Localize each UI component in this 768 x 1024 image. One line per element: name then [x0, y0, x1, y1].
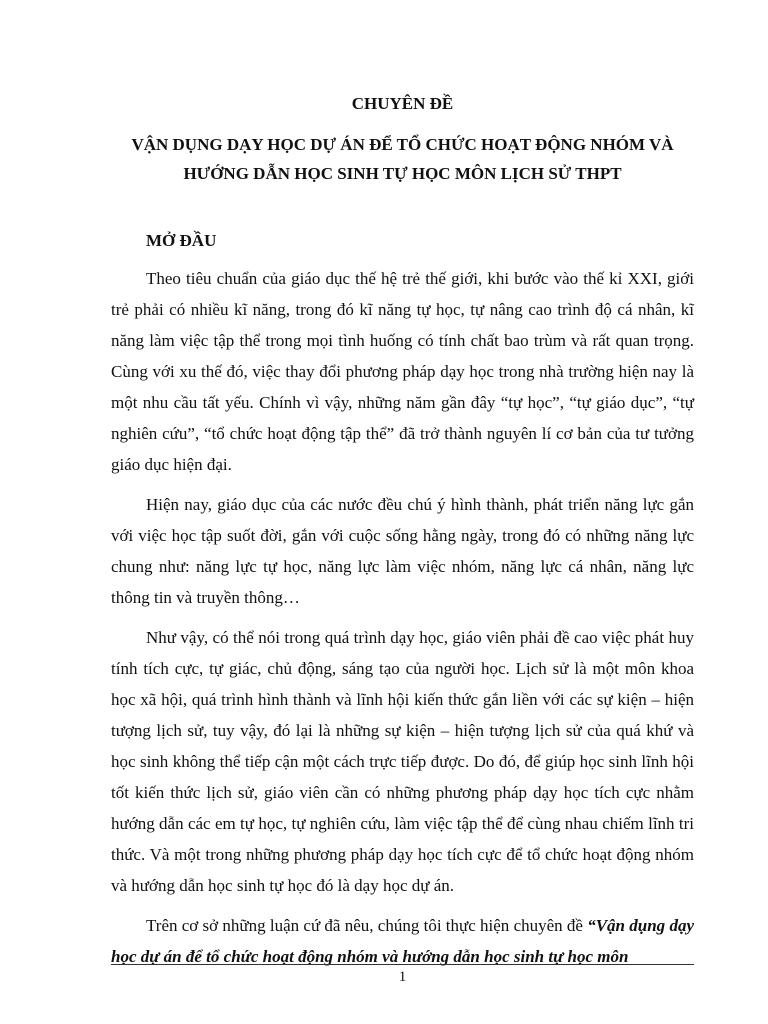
paragraph: Theo tiêu chuẩn của giáo dục thế hệ trẻ thế giới, khi bước vào thế kỉ XXI, giới trẻ phải có nhiều kĩ năng, trong đó kĩ năng tự học, tự nâng cao trình độ cá nhân, kĩ năng làm việc tập thể trong mọi tình huống có tính chất bao trùm và rất quan trọng. Cùng với xu thế đó, việc thay đổi phương pháp dạy học trong nhà trường hiện nay là một nhu cầu tất yếu. Chính vì vậy, những năm gần đây “tự học”, “tự giáo dục”, “tự nghiên cứu”, “tổ chức hoạt động tập thể” đã trở thành nguyên lí cơ bản của tư tưởng giáo dục hiện đại. — [111, 269, 694, 474]
paragraph-last — [111, 910, 694, 972]
paragraph-lead-text: Trên cơ sở những luận cứ đã nêu, chúng tôi thực hiện chuyên đề — [146, 916, 588, 935]
page-number: 1 — [398, 969, 407, 985]
section-heading: MỞ ĐẦU — [146, 231, 217, 250]
document-title-line-1: VẬN DỤNG DẠY HỌC DỰ ÁN ĐỂ TỔ CHỨC HOẠT ĐỘNG NHÓM VÀ — [131, 135, 674, 154]
document-title-line-2: HƯỚNG DẪN HỌC SINH TỰ HỌC MÔN LỊCH SỬ THPT — [183, 164, 622, 183]
body-text — [111, 263, 694, 981]
document-heading: CHUYÊN ĐỀ — [351, 94, 454, 113]
topic-title-emphasis: “Vận dụng dạy học dự án để tổ chức hoạt động nhóm và hướng dẫn học sinh tự học môn — [111, 916, 694, 966]
paragraph: Hiện nay, giáo dục của các nước đều chú ý hình thành, phát triển năng lực gắn với việc học tập suốt đời, gắn với cuộc sống hằng ngày, trong đó có những năng lực chung như: năng lực tự học, năng lực làm việc nhóm, năng lực cá nhân, năng lực thông tin và truyền thông… — [111, 495, 694, 607]
paragraph: Như vậy, có thể nói trong quá trình dạy học, giáo viên phải đề cao việc phát huy tính tích cực, tự giác, chủ động, sáng tạo của người học. Lịch sử là một môn khoa học xã hội, quá trình hình thành và lĩnh hội kiến thức gắn liền với các sự kiện – hiện tượng lịch sử, tuy vậy, đó lại là những sự kiện – hiện tượng lịch sử của quá khứ và học sinh không thể tiếp cận một cách trực tiếp được. Do đó, để giúp học sinh lĩnh hội tốt kiến thức lịch sử, giáo viên cần có những phương pháp dạy học tích cực nhằm hướng dẫn các em tự học, tự nghiên cứu, làm việc tập thể để cùng nhau chiếm lĩnh tri thức. Và một trong những phương pháp dạy học tích cực để tổ chức hoạt động nhóm và hướng dẫn học sinh tự học đó là dạy học dự án. — [111, 628, 694, 895]
footer-divider — [111, 964, 694, 965]
